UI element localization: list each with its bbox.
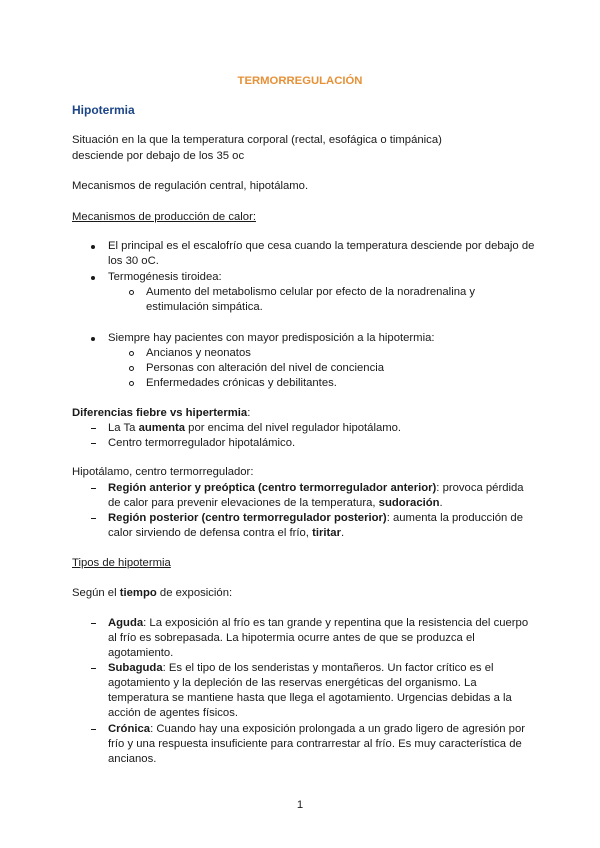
dash-icon (91, 668, 96, 669)
dash-icon (91, 623, 96, 624)
bullet-icon (91, 245, 95, 249)
dash-icon (91, 518, 96, 519)
definition-line-1: Situación en la que la temperatura corporal (rectal, esofágica o timpánica) (72, 134, 442, 146)
subaguda-line-2: agotamiento y la depleción de las reservas energéticas del organismo. La (108, 677, 477, 689)
diff-item-1: La Ta aumenta por encima del nivel regulador hipotálamo. (108, 422, 402, 434)
sub-bullet-4: Enfermedades crónicas y debilitantes. (146, 377, 337, 389)
sub-bullet-icon (129, 381, 134, 386)
subaguda-line-1: Subaguda: Es el tipo de los senderistas y montañeros. Un factor crítico es el (108, 662, 494, 674)
hypothalamus-item-2-line-2: calor sirviendo de defensa contra el frío, tiritar. (108, 527, 345, 539)
definition-line-2: desciende por debajo de los 35 oc (72, 150, 245, 162)
sub-bullet-1-line-2: estimulación simpática. (146, 301, 263, 313)
cronica-line-1: Crónica: Cuando hay una exposición prolongada a un grado ligero de agresión por (108, 723, 526, 735)
hypothalamus-intro: Hipotálamo, centro termorregulador: (72, 466, 254, 478)
bullet-1-line-1: El principal es el escalofrío que cesa cuando la temperatura desciende por debajo de (108, 240, 535, 252)
mechanisms-text: Mecanismos de regulación central, hipotálamo. (72, 180, 309, 192)
dash-icon (91, 488, 96, 489)
bullet-1-line-2: los 30 oC. (108, 255, 159, 267)
bullet-3: Siempre hay pacientes con mayor predisposición a la hipotermia: (108, 332, 435, 344)
subaguda-line-3: temperatura se mantiene hasta que llega el agotamiento. Urgencias debidas a la (108, 692, 512, 704)
aguda-line-2: al frío es sobrepasada. La hipotermia ocurre antes de que se produzca el (108, 632, 475, 644)
types-heading: Tipos de hipotermia (72, 557, 171, 569)
hypothalamus-item-1-line-2: de calor para prevenir elevaciones de la temperatura, sudoración. (108, 497, 443, 509)
bullet-2: Termogénesis tiroidea: (108, 271, 222, 283)
sub-bullet-icon (129, 366, 134, 371)
sub-bullet-2: Ancianos y neonatos (146, 347, 251, 359)
bullet-icon (91, 276, 95, 280)
subaguda-line-4: acción de agentes físicos. (108, 707, 238, 719)
types-intro: Según el tiempo de exposición: (72, 587, 233, 599)
sub-bullet-3: Personas con alteración del nivel de conciencia (146, 362, 385, 374)
diff-item-2: Centro termorregulador hipotalámico. (108, 437, 296, 449)
hypothalamus-item-2-line-1: Región posterior (centro termorregulador posterior): aumenta la producción de (108, 512, 523, 524)
sub-bullet-icon (129, 290, 134, 295)
page-number: 1 (296, 799, 304, 811)
heading-hipotermia: Hipotermia (72, 103, 135, 117)
heat-production-heading: Mecanismos de producción de calor: (72, 211, 256, 223)
dash-icon (91, 428, 96, 429)
dash-icon (91, 729, 96, 730)
page-title: TERMORREGULACIÓN (237, 75, 363, 87)
aguda-line-1: Aguda: La exposición al frío es tan grande y repentina que la resistencia del cuerpo (108, 617, 529, 629)
bullet-icon (91, 337, 95, 341)
cronica-line-2: frío y una respuesta insuficiente para contrarrestar al frío. Es muy característica de (108, 738, 522, 750)
sub-bullet-icon (129, 351, 134, 356)
diff-heading: Diferencias fiebre vs hipertermia (72, 407, 248, 419)
aguda-line-3: agotamiento. (108, 647, 174, 659)
cronica-line-3: ancianos. (108, 753, 157, 765)
sub-bullet-1-line-1: Aumento del metabolismo celular por efecto de la noradrenalina y (146, 286, 476, 298)
dash-icon (91, 443, 96, 444)
hypothalamus-item-1-line-1: Región anterior y preóptica (centro termorregulador anterior): provoca pérdida (108, 482, 524, 494)
diff-heading-line: Diferencias fiebre vs hipertermia: (72, 407, 251, 419)
